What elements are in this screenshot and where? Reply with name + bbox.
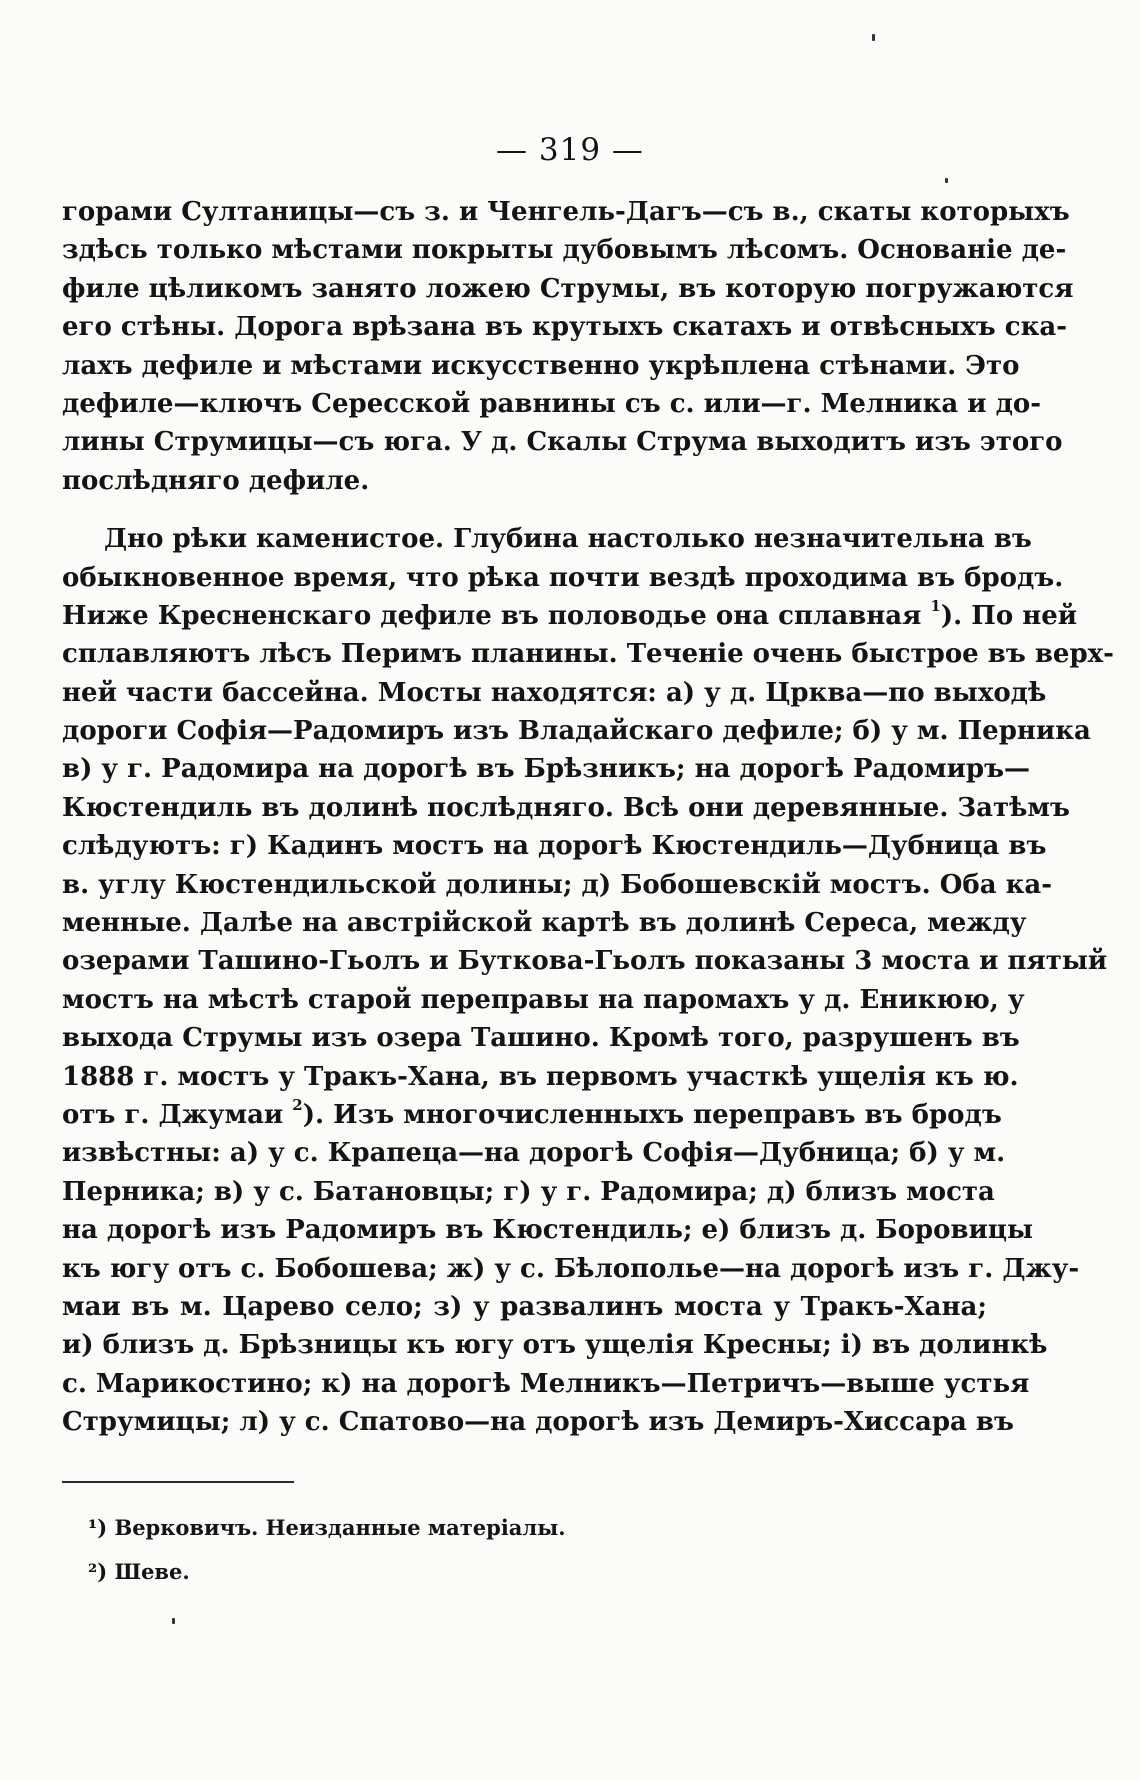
scan-speck	[872, 34, 875, 41]
text-line: 1888 г. мостъ у Тракъ-Хана, въ первомъ участкѣ ущелія къ ю.	[62, 1061, 1019, 1092]
text-line: сплавляютъ лѣсъ Перимъ планины. Теченіе очень быстрое въ верх-	[62, 639, 1114, 670]
text-line: его стѣны. Дорога врѣзана въ крутыхъ скатахъ и отвѣсныхъ ска-	[62, 312, 1068, 343]
text-segment: ). По ней	[940, 600, 1078, 631]
text-line: выхода Струмы изъ озера Ташино. Кромѣ того, разрушенъ въ	[62, 1023, 1020, 1054]
text-line: и) близъ д. Брѣзницы къ югу отъ ущелія Кресны; і) въ долинкѣ	[62, 1330, 1048, 1361]
footnote-2: ²) Шеве.	[88, 1559, 190, 1584]
footnote-divider	[62, 1481, 294, 1483]
text-line: лины Струмицы—съ юга. У д. Скалы Струма выходитъ изъ этого	[62, 427, 1063, 458]
paragraph-1	[62, 193, 1074, 500]
scan-speck	[172, 1618, 175, 1624]
text-line: Кюстендиль въ долинѣ послѣдняго. Всѣ они деревянные. Затѣмъ	[62, 792, 1070, 823]
footnotes	[88, 1506, 988, 1594]
text-line: озерами Ташино-Гьолъ и Буткова-Гьолъ показаны 3 моста и пятый	[62, 946, 1108, 977]
paragraph-gap	[62, 500, 987, 520]
text-line: филе цѣликомъ занято ложею Струмы, въ которую погружаются	[62, 273, 1074, 304]
text-line: Перника; в) у с. Батановцы; г) у г. Радомира; д) близъ моста	[62, 1176, 995, 1207]
footnote-1: ¹) Верковичъ. Неизданные матеріалы.	[88, 1515, 566, 1540]
text-line: извѣстны: а) у с. Крапеца—на дорогѣ Софія—Дубница; б) у м.	[62, 1138, 1006, 1169]
text-line: здѣсь только мѣстами покрыты дубовымъ лѣсомъ. Основаніе де-	[62, 235, 1067, 266]
footnote-ref-2[interactable]: 2	[292, 1096, 303, 1115]
body-text	[62, 193, 1114, 1442]
text-line: с. Марикостино; к) на дорогѣ Мелникъ—Петричъ—выше устья	[62, 1368, 1030, 1399]
text-line-with-footnote	[62, 597, 1078, 635]
text-line: дефиле—ключъ Сересской равнины съ с. или—г. Мелника и до-	[62, 388, 1042, 419]
text-line: послѣдняго дефиле.	[62, 465, 370, 496]
text-line: на дорогѣ изъ Радомиръ въ Кюстендиль; е) близъ д. Боровицы	[62, 1215, 1034, 1246]
text-line-with-footnote	[62, 1096, 1002, 1134]
text-segment: отъ г. Джумаи	[62, 1099, 284, 1130]
text-line: ней части бассейна. Мосты находятся: а) у д. Црква—по выходѣ	[62, 677, 1047, 708]
text-line: в) у г. Радомира на дорогѣ въ Брѣзникъ; на дорогѣ Радомиръ—	[62, 754, 1031, 785]
text-line: мостъ на мѣстѣ старой переправы на паромахъ у д. Еникюю, у	[62, 984, 1025, 1015]
text-segment: ). Изъ многочисленныхъ переправъ въ бродъ	[302, 1099, 1002, 1130]
text-line: слѣдуютъ: г) Кадинъ мостъ на дорогѣ Кюстендиль—Дубница въ	[62, 831, 1047, 862]
text-line: менные. Далѣе на австрійской картѣ въ долинѣ Сереса, между	[62, 908, 1027, 939]
text-line: Дно рѣки каменистое. Глубина настолько незначительна въ	[104, 524, 1032, 555]
text-line: в. углу Кюстендильской долины; д) Бобошевскій мостъ. Оба ка-	[62, 869, 1053, 900]
text-line: маи въ м. Царево село; з) у развалинъ моста у Тракъ-Хана;	[62, 1291, 987, 1322]
text-line: обыкновенное время, что рѣка почти вездѣ проходима въ бродъ.	[62, 562, 1064, 593]
text-line: Струмицы; л) у с. Спатово—на дорогѣ изъ Демиръ-Хиссара въ	[62, 1407, 1014, 1438]
footnote-ref-1[interactable]: 1	[930, 597, 941, 616]
text-line: дороги Софія—Радомиръ изъ Владайскаго дефиле; б) у м. Перника	[62, 716, 1091, 747]
text-line: лахъ дефиле и мѣстами искусственно укрѣплена стѣнами. Это	[62, 350, 1020, 381]
scan-speck	[945, 178, 948, 183]
paragraph-2	[62, 520, 1114, 1441]
text-line: къ югу отъ с. Бобошева; ж) у с. Бѣлополье—на дорогѣ изъ г. Джу-	[62, 1253, 1080, 1284]
page-number: — 319 —	[496, 132, 644, 168]
text-line: горами Султаницы—съ з. и Ченгель-Дагъ—съ в., скаты которыхъ	[62, 197, 1070, 227]
text-segment: Ниже Кресненскаго дефиле въ половодье она сплавная	[62, 600, 922, 631]
